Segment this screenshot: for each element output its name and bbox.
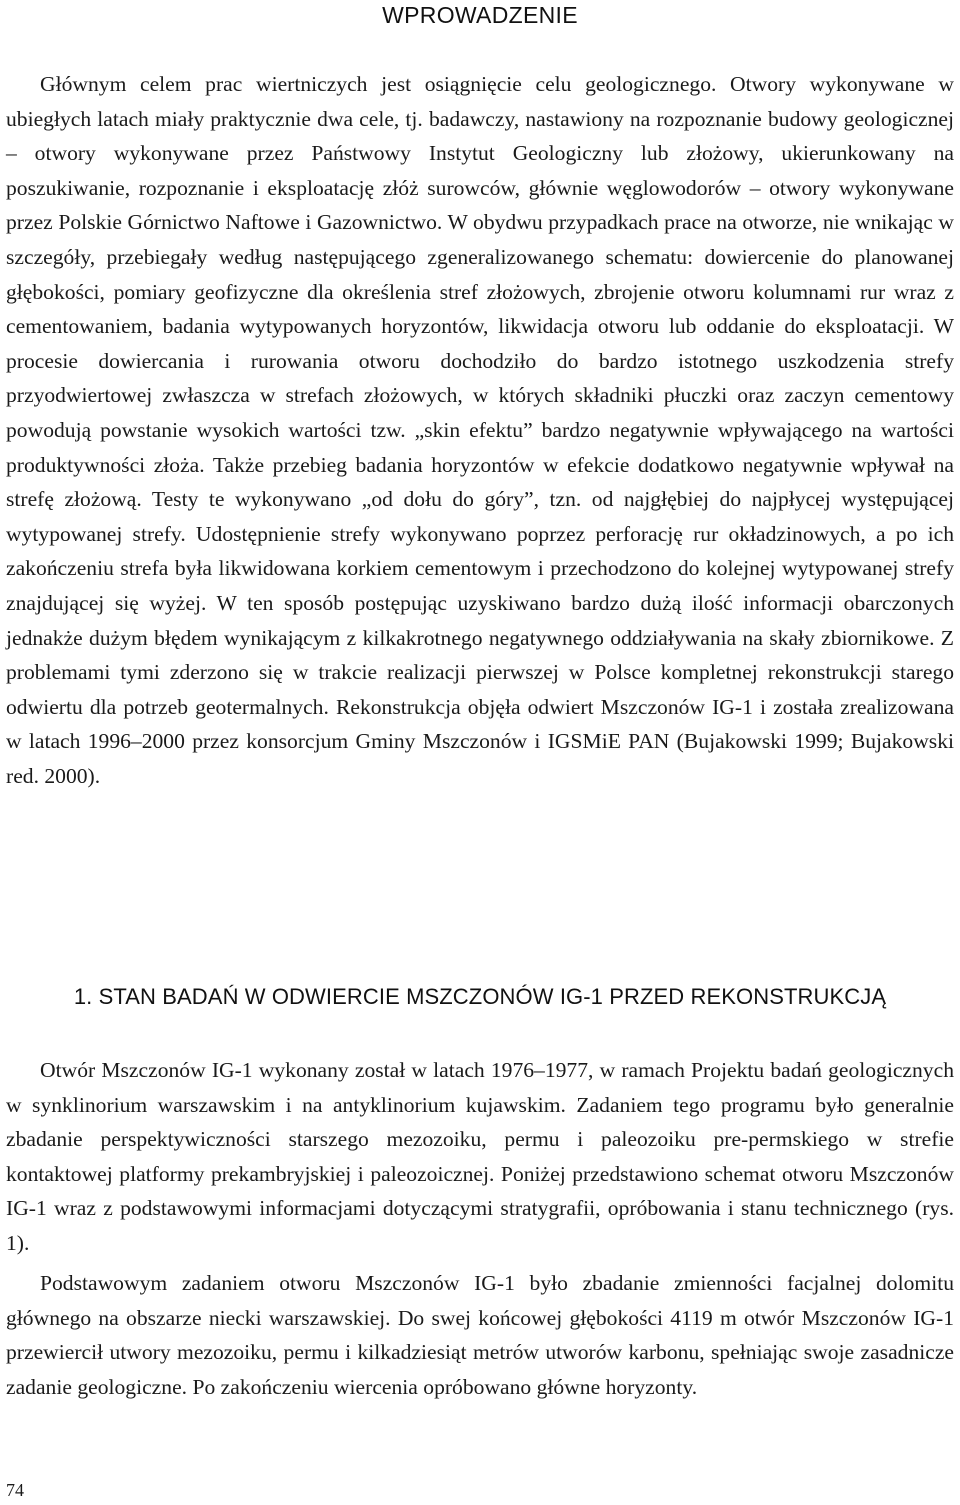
section1-paragraph-2: Podstawowym zadaniem otworu Mszczonów IG-1 było zbadanie zmienności facjalnej dolomitu głównego na obszarze niecki warszawskiej. Do swej końcowej głębokości 4119 m otwór Mszczonów IG-1 przewiercił utwory mezozoiku, permu i kilkadziesiąt metrów utworów karbonu, spełniając swoje zasadnicze zadanie geologiczne. Po zakończeniu wiercenia opróbowano główne horyzonty. xyxy=(6,1271,954,1399)
intro-paragraph: Głównym celem prac wiertniczych jest osiągnięcie celu geologicznego. Otwory wykonywane w ubiegłych latach miały praktycznie dwa cele, tj. badawczy, nastawiony na rozpoznanie budowy geologicznej – otwory wykonywane przez Państwowy Instytut Geologiczny lub złożowy, ukierunkowany na poszukiwanie, rozpoznanie i eksploatację złóż surowców, głównie węglowodorów – otwory wykonywane przez Polskie Górnictwo Naftowe i Gazownictwo. W obydwu przypadkach prace na otworze, nie wnikając w szczegóły, przebiegały według następującego zgeneralizowanego schematu: dowiercenie do planowanej głębokości, pomiary geofizyczne dla określenia stref złożowych, zbrojenie otworu kolumnami rur wraz z cementowaniem, badania wytypowanych horyzontów, likwidacja otworu lub oddanie do eksploatacji. W procesie dowiercania i rurowania otworu dochodziło do bardzo istotnego uszkodzenia strefy przyodwiertowej zwłaszcza w strefach złożowych, w których składniki płuczki oraz zaczyn cementowy powodują powstanie wysokich wartości tzw. „skin efektu” bardzo negatywnie wpływającego na wartości produktywności złoża. Także przebieg badania horyzontów w efekcie dodatkowo negatywnie wpływał na strefę złożową. Testy te wykonywano „od dołu do góry”, tzn. od najgłębiej do najpłycej występującej wytypowanej strefy. Udostępnienie strefy wykonywano poprzez perforację rur okładzinowych, a po ich zakończeniu strefa była likwidowana korkiem cementowym i przechodzono do kolejnej wytypowanej strefy znajdującej się wyżej. W ten sposób postępując uzyskiwano bardzo dużą ilość informacji obarczonych jednakże dużym błędem wynikającym z kilkakrotnego negatywnego oddziaływania na skały zbiornikowe. Z problemami tymi zderzono się w trakcie realizacji pierwszej w Polsce kompletnej rekonstrukcji starego odwiertu dla potrzeb geotermalnych. Rekonstrukcja objęła odwiert Mszczonów IG-1 i została zrealizowana w latach 1996–2000 przez konsorcjum Gminy Mszczonów i IGSMiE PAN (Bujakowski 1999; Bujakowski red. 2000). xyxy=(6,72,954,788)
page-number: 74 xyxy=(6,1480,24,1500)
section1-paragraph-1: Otwór Mszczonów IG-1 wykonany został w latach 1976–1977, w ramach Projektu badań geologicznych w synklinorium warszawskim i na antyklinorium kujawskim. Zadaniem tego programu było generalnie zbadanie perspektywiczności starszego mezozoiku, permu i paleozoiku pre-permskiego w strefie kontaktowej platformy prekambryjskiej i paleozoicznej. Poniżej przedstawiono schemat otworu Mszczonów IG-1 wraz z podstawowymi informacjami dotyczącymi stratygrafii, opróbowania i stanu technicznego (rys. 1). xyxy=(6,1058,954,1255)
page-heading-intro: WPROWADZENIE xyxy=(382,2,578,28)
section-heading-1: 1. STAN BADAŃ W ODWIERCIE MSZCZONÓW IG-1 PRZED REKONSTRUKCJĄ xyxy=(73,984,887,1009)
